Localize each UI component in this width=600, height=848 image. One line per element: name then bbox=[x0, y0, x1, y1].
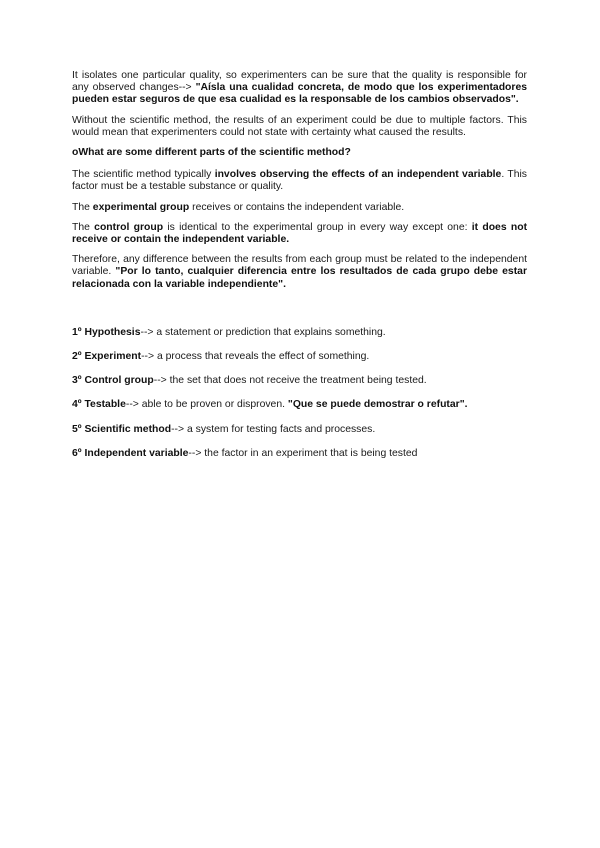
term-item bbox=[72, 399, 527, 411]
independent-bold: involves observing the effects of an independent variable bbox=[214, 169, 502, 181]
control-pre: The bbox=[72, 221, 90, 233]
independent-post: . This factor must be a testable substance or quality. bbox=[72, 169, 527, 193]
document-page bbox=[72, 70, 527, 472]
term-item bbox=[72, 424, 527, 436]
control-bold-term: control group bbox=[94, 221, 164, 233]
question-text: oWhat are some different parts of the scientific method? bbox=[72, 147, 351, 159]
experimental-group-paragraph bbox=[72, 202, 527, 214]
therefore-quote: "Por lo tanto, cualquier diferencia entre los resultados de cada grupo debe estar relacionada con la variable independiente". bbox=[72, 266, 527, 290]
experimental-post: receives or contains the independent variable. bbox=[192, 201, 405, 213]
intro-text: It isolates one particular quality, so experimenters can be sure that the quality is responsible for any observed changes--> bbox=[72, 70, 527, 94]
experimental-pre: The bbox=[72, 201, 90, 213]
experimental-bold: experimental group bbox=[92, 201, 190, 213]
term-definition: able to be proven or disproven. bbox=[141, 399, 286, 411]
independent-pre: The scientific method typically bbox=[72, 169, 212, 181]
term-item bbox=[72, 375, 527, 387]
intro-quote: "Aísla una cualidad concreta, de modo que los experimentadores pueden estar seguros de que esa cualidad es la responsable de los cambios observados". bbox=[72, 82, 528, 106]
control-group-paragraph bbox=[72, 222, 527, 246]
therefore-paragraph bbox=[72, 254, 527, 291]
term-arrow: --> bbox=[140, 326, 154, 338]
term-arrow: --> bbox=[153, 375, 167, 387]
term-definition: a process that reveals the effect of something. bbox=[156, 351, 370, 363]
control-mid: is identical to the experimental group in every way except one: bbox=[167, 221, 468, 233]
term-heading: 6º Independent variable bbox=[72, 447, 189, 459]
term-heading: 4º Testable bbox=[72, 399, 126, 411]
spacer bbox=[72, 299, 527, 327]
term-heading: 3º Control group bbox=[72, 375, 154, 387]
term-item bbox=[72, 448, 527, 460]
term-heading: 5º Scientific method bbox=[72, 423, 172, 435]
without-method-paragraph bbox=[72, 115, 527, 139]
term-arrow: --> bbox=[125, 399, 139, 411]
term-definition: the set that does not receive the treatment being tested. bbox=[169, 375, 427, 387]
term-arrow: --> bbox=[171, 423, 185, 435]
independent-variable-paragraph bbox=[72, 169, 527, 193]
term-heading: 2º Experiment bbox=[72, 351, 142, 363]
term-item bbox=[72, 351, 527, 363]
term-definition: a system for testing facts and processes. bbox=[186, 423, 376, 435]
term-heading: 1º Hypothesis bbox=[72, 326, 141, 338]
term-item bbox=[72, 327, 527, 339]
term-quote: "Que se puede demostrar o refutar". bbox=[287, 399, 468, 411]
term-definition: the factor in an experiment that is being tested bbox=[204, 447, 418, 459]
therefore-text: Therefore, any difference between the results from each group must be related to the independent variable. bbox=[72, 254, 527, 278]
term-arrow: --> bbox=[141, 351, 155, 363]
term-arrow: --> bbox=[188, 447, 202, 459]
section-question bbox=[72, 147, 527, 159]
term-definition: a statement or prediction that explains something. bbox=[156, 326, 386, 338]
intro-paragraph bbox=[72, 70, 527, 107]
control-bold-clause: it does not receive or contain the independent variable. bbox=[72, 221, 528, 246]
without-text: Without the scientific method, the results of an experiment could be due to multiple factors. This would mean that experimenters could not state with certainty what caused the results. bbox=[72, 114, 527, 138]
